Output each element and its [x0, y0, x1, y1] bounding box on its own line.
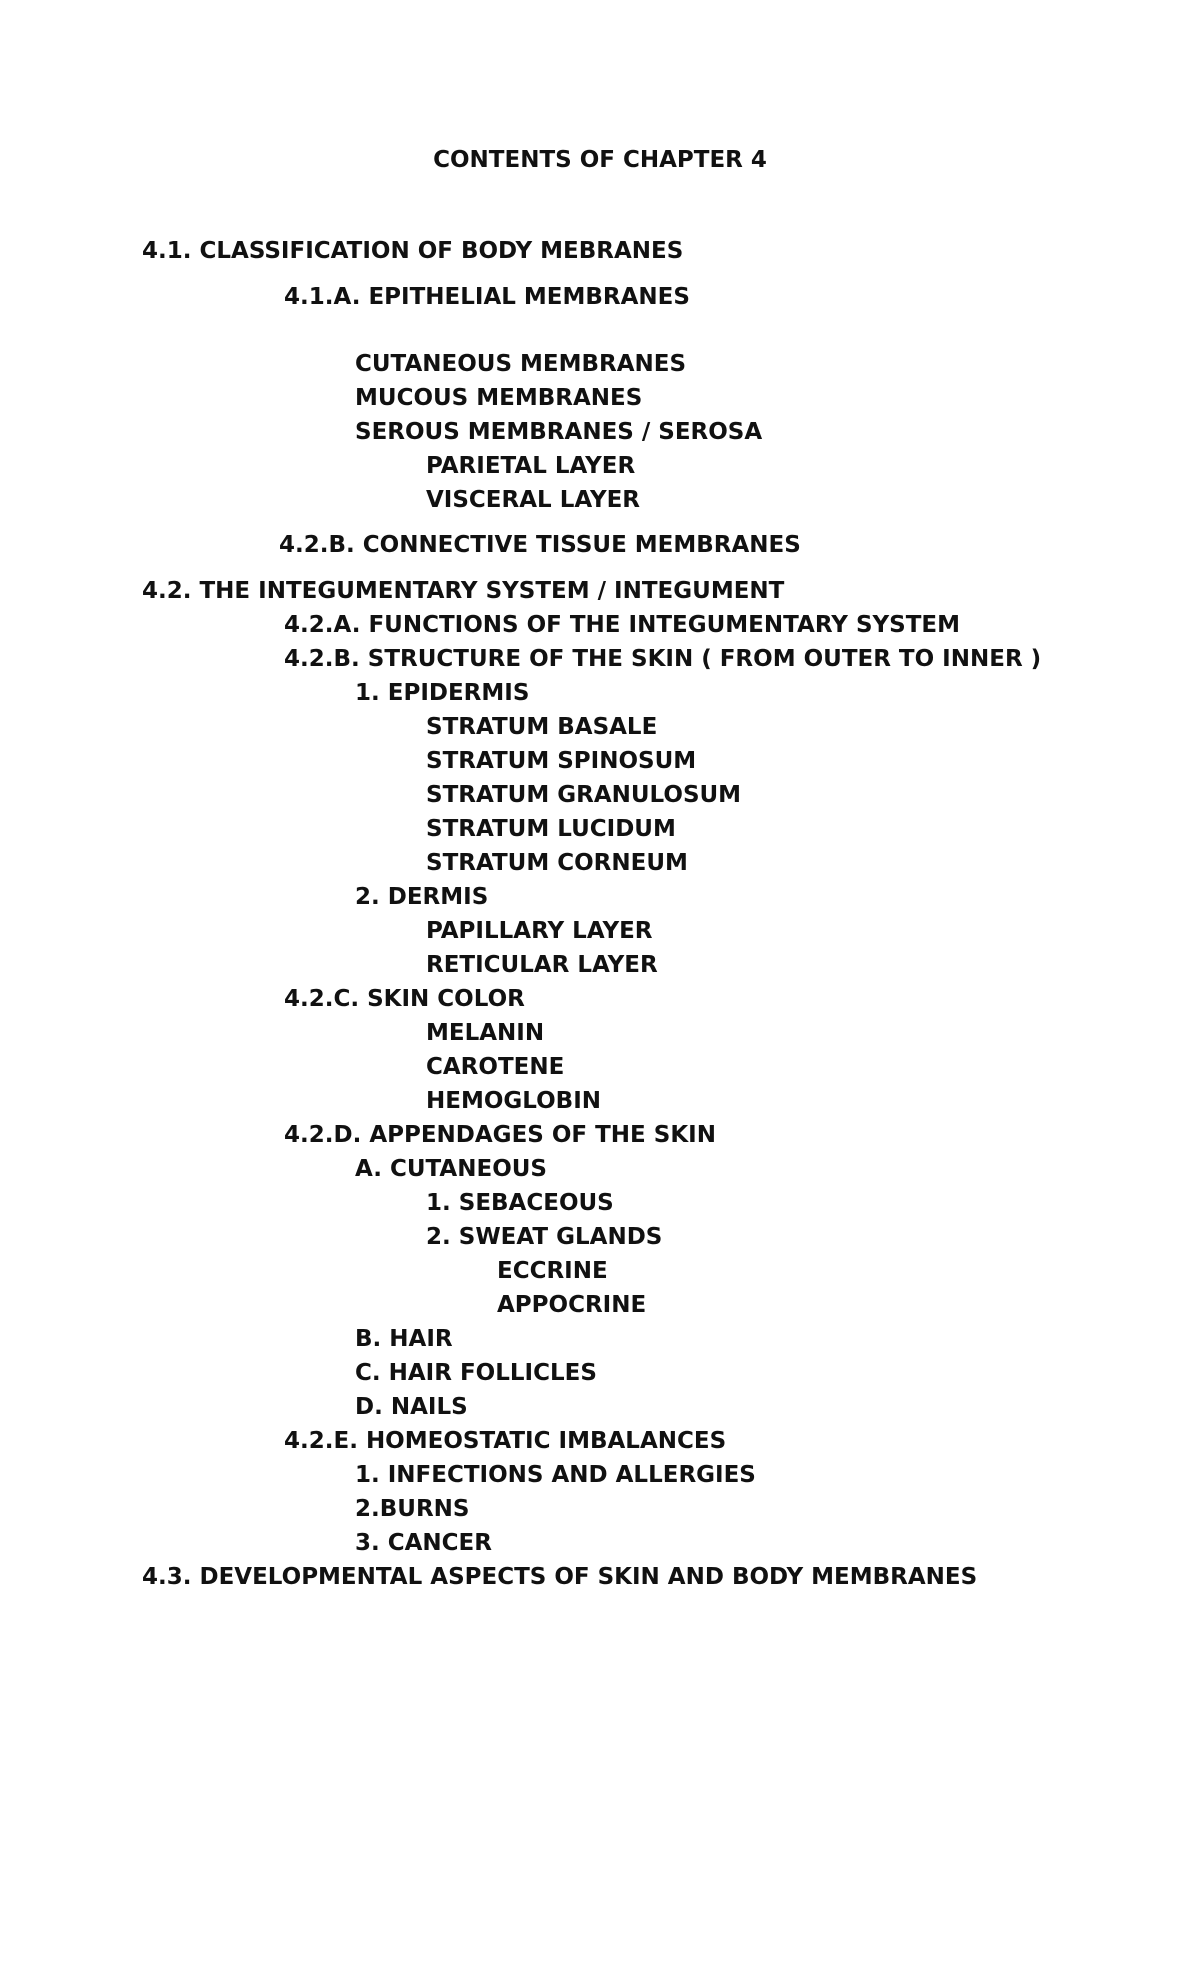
toc-subitem: RETICULAR LAYER: [426, 952, 658, 978]
toc-subitem: CAROTENE: [426, 1054, 565, 1080]
toc-subsubitem: APPOCRINE: [497, 1292, 647, 1318]
toc-item: B. HAIR: [355, 1326, 453, 1352]
toc-subsection: 4.2.D. APPENDAGES OF THE SKIN: [284, 1122, 716, 1148]
toc-subitem: STRATUM BASALE: [426, 714, 658, 740]
toc-item: 2. DERMIS: [355, 884, 489, 910]
toc-item: SEROUS MEMBRANES / SEROSA: [355, 419, 763, 445]
toc-item: CUTANEOUS MEMBRANES: [355, 351, 687, 377]
toc-item: 1. EPIDERMIS: [355, 680, 530, 706]
toc-subsection: 4.2.E. HOMEOSTATIC IMBALANCES: [284, 1428, 727, 1454]
toc-subitem: PAPILLARY LAYER: [426, 918, 653, 944]
toc-item: C. HAIR FOLLICLES: [355, 1360, 597, 1386]
toc-subsection: 4.2.A. FUNCTIONS OF THE INTEGUMENTARY SYSTEM: [284, 612, 961, 638]
toc-subsection: 4.1.A. EPITHELIAL MEMBRANES: [284, 284, 690, 310]
toc-subitem: STRATUM CORNEUM: [426, 850, 688, 876]
toc-item: 3. CANCER: [355, 1530, 492, 1556]
toc-subsection: 4.2.B. CONNECTIVE TISSUE MEMBRANES: [279, 532, 801, 558]
toc-section: 4.2. THE INTEGUMENTARY SYSTEM / INTEGUMENT: [142, 578, 785, 604]
toc-subitem: HEMOGLOBIN: [426, 1088, 602, 1114]
toc-item: 2.BURNS: [355, 1496, 470, 1522]
toc-subitem: PARIETAL LAYER: [426, 453, 636, 479]
page-title: CONTENTS OF CHAPTER 4: [433, 147, 767, 173]
toc-subitem: STRATUM SPINOSUM: [426, 748, 697, 774]
toc-item: MUCOUS MEMBRANES: [355, 385, 643, 411]
toc-subitem: MELANIN: [426, 1020, 545, 1046]
toc-subitem: VISCERAL LAYER: [426, 487, 641, 513]
toc-subsection: 4.2.B. STRUCTURE OF THE SKIN ( FROM OUTER TO INNER ): [284, 646, 1042, 672]
toc-subitem: STRATUM LUCIDUM: [426, 816, 676, 842]
toc-item: 1. INFECTIONS AND ALLERGIES: [355, 1462, 756, 1488]
toc-subsubitem: ECCRINE: [497, 1258, 608, 1284]
toc-section: 4.3. DEVELOPMENTAL ASPECTS OF SKIN AND BODY MEMBRANES: [142, 1564, 978, 1590]
toc-item: A. CUTANEOUS: [355, 1156, 547, 1182]
toc-section: 4.1. CLASSIFICATION OF BODY MEBRANES: [142, 238, 684, 264]
toc-item: D. NAILS: [355, 1394, 468, 1420]
toc-subsection: 4.2.C. SKIN COLOR: [284, 986, 525, 1012]
toc-subitem: STRATUM GRANULOSUM: [426, 782, 742, 808]
toc-subitem: 2. SWEAT GLANDS: [426, 1224, 663, 1250]
toc-subitem: 1. SEBACEOUS: [426, 1190, 614, 1216]
